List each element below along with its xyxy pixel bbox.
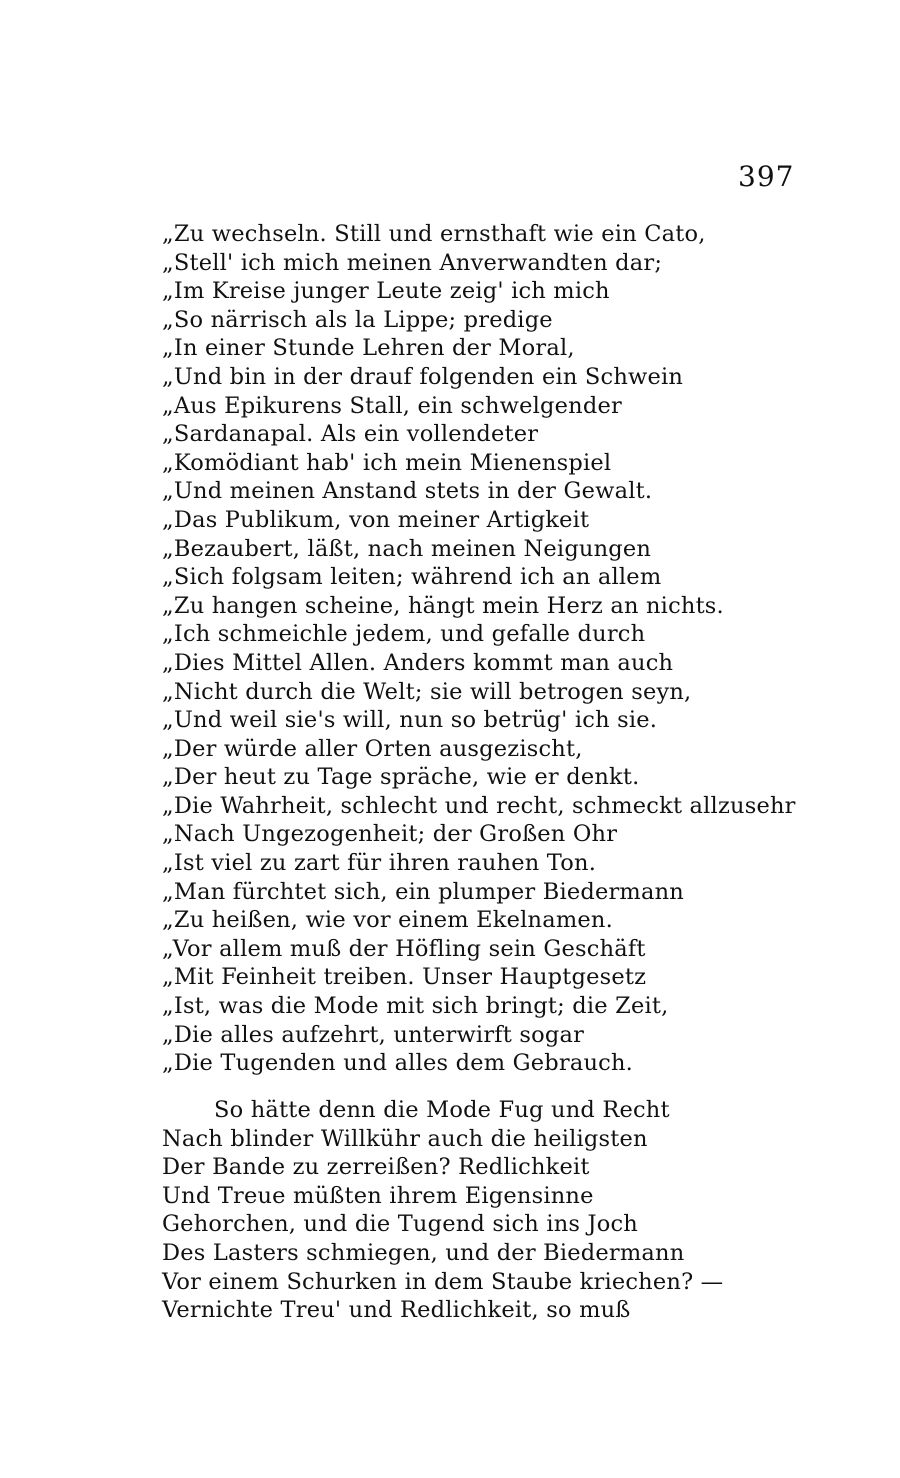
- verse-line: „Man fürchtet sich, ein plumper Biedermann: [162, 878, 684, 905]
- verse-line: Gehorchen, und die Tugend sich ins Joch: [162, 1211, 638, 1238]
- verse-line: „Aus Epikurens Stall, ein schwelgender: [162, 392, 622, 419]
- verse-line: „Und meinen Anstand stets in der Gewalt.: [162, 478, 653, 505]
- verse-line: So hätte denn die Mode Fug und Recht: [214, 1097, 670, 1123]
- verse-line: Nach blinder Willkühr auch die heiligsten: [162, 1125, 648, 1152]
- verse-line: „Sardanapal. Als ein vollendeter: [162, 421, 539, 448]
- verse-line: „Nicht durch die Welt; sie will betrogen seyn,: [162, 678, 692, 705]
- verse-line: „Und weil sie's will, nun so betrüg' ich sie.: [162, 707, 658, 734]
- verse-line: „Ich schmeichle jedem, und gefalle durch: [162, 621, 646, 648]
- verse-line: „Und bin in der drauf folgenden ein Schwein: [162, 363, 684, 390]
- verse-line: „Das Publikum, von meiner Artigkeit: [162, 506, 590, 533]
- verse-line: „Dies Mittel Allen. Anders kommt man auch: [162, 649, 674, 676]
- verse-line: „Mit Feinheit treiben. Unser Hauptgesetz: [162, 964, 647, 991]
- verse-line: „Ist viel zu zart für ihren rauhen Ton.: [162, 850, 597, 877]
- verse-line: „In einer Stunde Lehren der Moral,: [162, 335, 575, 362]
- verse-line: „Zu wechseln. Still und ernsthaft wie ein Cato,: [162, 221, 706, 247]
- verse-line: „Stell' ich mich meinen Anverwandten dar;: [162, 249, 663, 276]
- verse-line: „Im Kreise junger Leute zeig' ich mich: [162, 278, 610, 305]
- verse-line: „Der würde aller Orten ausgezischt,: [162, 735, 583, 762]
- verse-line: „Die Tugenden und alles dem Gebrauch.: [162, 1050, 633, 1077]
- verse-line: „Vor allem muß der Höfling sein Geschäft: [162, 935, 646, 962]
- page-number: 397: [738, 160, 795, 193]
- verse-line: „So närrisch als la Lippe; predige: [162, 306, 553, 333]
- verse-line: Des Lasters schmiegen, und der Biedermann: [162, 1239, 685, 1266]
- verse-line: „Zu heißen, wie vor einem Ekelnamen.: [162, 907, 613, 934]
- verse-line: Vor einem Schurken in dem Staube kriechen? —: [162, 1268, 724, 1295]
- verse-line: „Die Wahrheit, schlecht und recht, schmeckt allzusehr: [162, 792, 796, 819]
- verse-line: „Der heut zu Tage spräche, wie er denkt.: [162, 764, 640, 791]
- verse-line: „Komödiant hab' ich mein Mienenspiel: [162, 449, 612, 476]
- verse-line: „Ist, was die Mode mit sich bringt; die Zeit,: [162, 993, 669, 1020]
- verse-line: „Bezaubert, läßt, nach meinen Neigungen: [162, 535, 652, 562]
- verse-line: Vernichte Treu' und Redlichkeit, so muß: [162, 1297, 631, 1324]
- poem-stanza-2: [162, 1096, 762, 1325]
- verse-line: „Sich folgsam leiten; während ich an allem: [162, 564, 662, 591]
- verse-line: Und Treue müßten ihrem Eigensinne: [162, 1182, 594, 1209]
- poem-stanza-1: [162, 220, 796, 1078]
- verse-line: „Die alles aufzehrt, unterwirft sogar: [162, 1021, 585, 1048]
- verse-line: „Zu hangen scheine, hängt mein Herz an nichts.: [162, 592, 724, 619]
- verse-line: „Nach Ungezogenheit; der Großen Ohr: [162, 821, 618, 848]
- verse-line: Der Bande zu zerreißen? Redlichkeit: [162, 1154, 590, 1181]
